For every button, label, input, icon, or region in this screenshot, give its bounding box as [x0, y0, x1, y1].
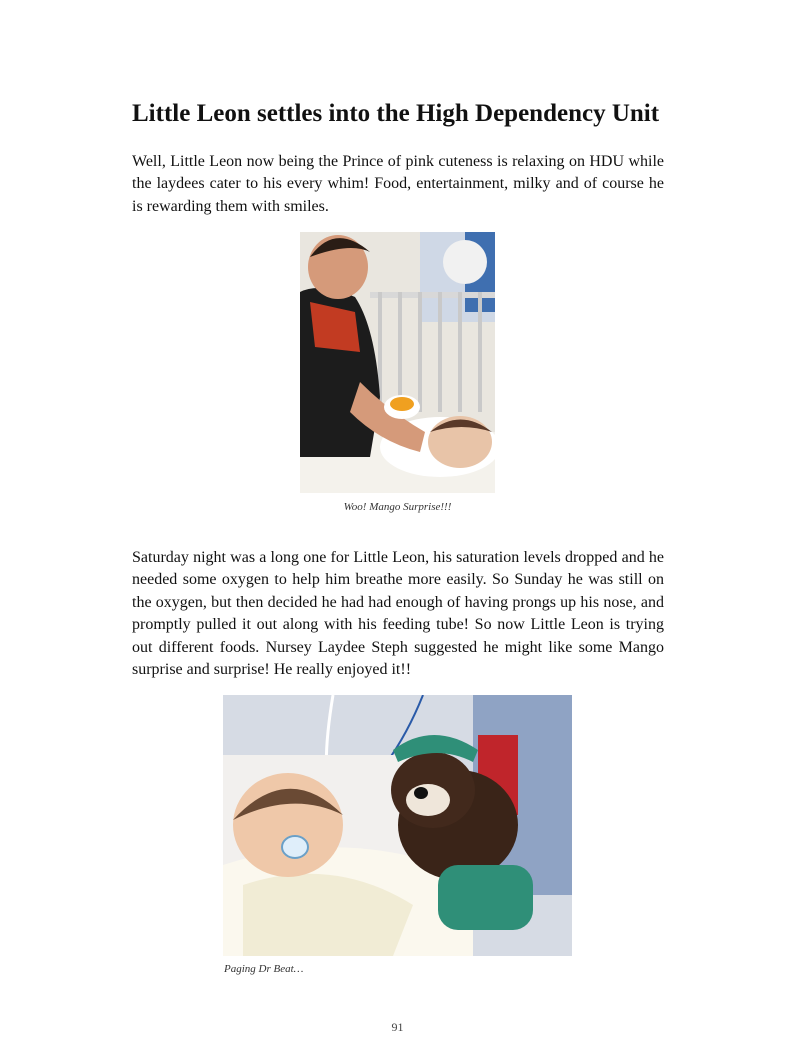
photo-caption-mango: Woo! Mango Surprise!!!	[343, 501, 452, 513]
photo-baby-with-bear	[223, 695, 572, 956]
photo-caption-bear: Paging Dr Beat…	[224, 963, 304, 975]
story-paragraph: Saturday night was a long one for Little Leon, his saturation levels dropped and he needed some oxygen to help him breathe more easily. So Sunday he was still on the oxygen, but then decided he had had enough of having prongs up his nose, and promptly pulled it out along with his feeding tube! So now Little Leon is trying out different foods. Nursey Laydee Steph suggested he might like some Mango surprise and surprise! He really enjoyed it!!	[132, 549, 664, 679]
intro-paragraph: Well, Little Leon now being the Prince of pink cuteness is relaxing on HDU while the laydees cater to his every whim! Food, entertainment, milky and of course he is rewarding them with smiles.	[132, 153, 664, 215]
photo-feeding-mango	[300, 232, 495, 493]
page-number: 91	[391, 1020, 404, 1034]
page-title: Little Leon settles into the High Dependency Unit	[132, 100, 660, 127]
